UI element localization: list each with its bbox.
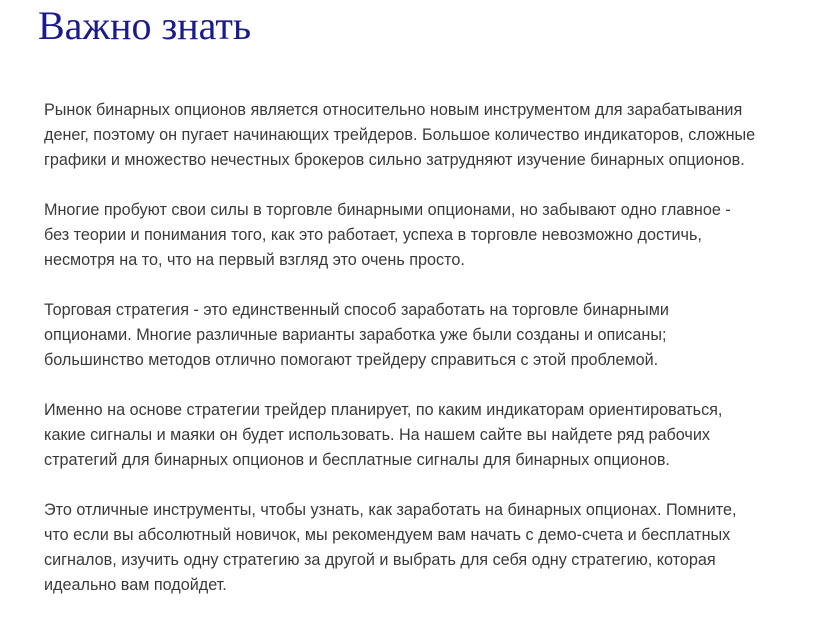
paragraph-line: Многие пробуют свои силы в торговле бинарными опционами, но забывают одно главное - <box>44 201 731 219</box>
paragraph-2 <box>44 198 784 273</box>
paragraph-line: какие сигналы и маяки он будет использовать. На нашем сайте вы найдете ряд рабочих <box>44 426 710 444</box>
paragraph-line: что если вы абсолютный новичок, мы рекомендуем вам начать с демо-счета и бесплатных <box>44 526 731 544</box>
paragraph-4 <box>44 398 784 473</box>
paragraph-line: денег, поэтому он пугает начинающих трейдеров. Большое количество индикаторов, сложные <box>44 126 756 144</box>
paragraph-3 <box>44 298 784 373</box>
paragraph-line: несмотря на то, что на первый взгляд это очень просто. <box>44 251 465 269</box>
paragraph-1 <box>44 98 784 173</box>
page-title: Важно знать <box>38 3 252 48</box>
paragraph-line: сигналов, изучить одну стратегию за другой и выбрать для себя одну стратегию, которая <box>44 551 716 569</box>
article-body <box>44 98 784 623</box>
paragraph-line: Торговая стратегия - это единственный способ заработать на торговле бинарными <box>44 301 669 319</box>
paragraph-5 <box>44 498 784 598</box>
paragraph-line: стратегий для бинарных опционов и бесплатные сигналы для бинарных опционов. <box>44 451 670 469</box>
paragraph-line: графики и множество нечестных брокеров сильно затрудняют изучение бинарных опционов. <box>44 151 745 169</box>
paragraph-line: большинство методов отлично помогают трейдеру справиться с этой проблемой. <box>44 351 659 369</box>
paragraph-line: Именно на основе стратегии трейдер планирует, по каким индикаторам ориентироваться, <box>44 401 723 419</box>
paragraph-line: идеально вам подойдет. <box>44 576 227 594</box>
paragraph-line: без теории и понимания того, как это работает, успеха в торговле невозможно достичь, <box>44 226 702 244</box>
paragraph-line: Рынок бинарных опционов является относительно новым инструментом для зарабатывания <box>44 101 743 119</box>
paragraph-line: опционами. Многие различные варианты заработка уже были созданы и описаны; <box>44 326 667 344</box>
paragraph-line: Это отличные инструменты, чтобы узнать, как заработать на бинарных опционах. Помните, <box>44 501 737 519</box>
